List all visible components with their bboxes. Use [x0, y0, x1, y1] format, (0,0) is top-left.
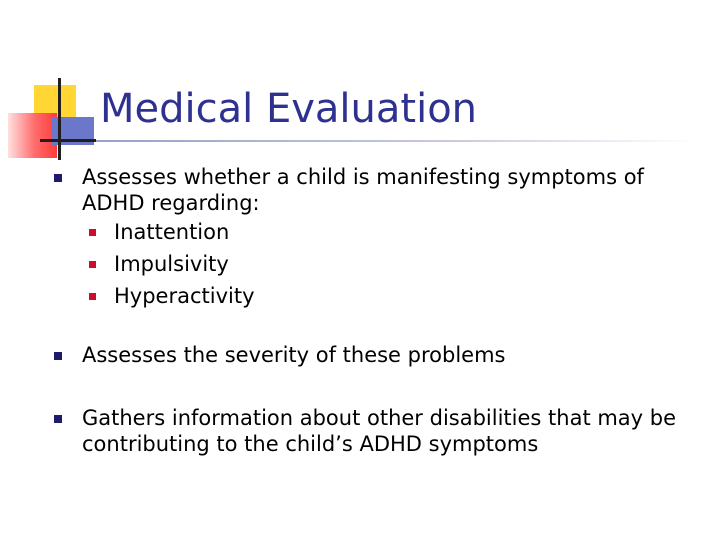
sub-bullet-text: Impulsivity [114, 252, 229, 276]
square-bullet-icon [54, 174, 62, 182]
square-bullet-icon [89, 261, 96, 268]
square-bullet-icon [54, 415, 62, 423]
decorative-logo [0, 0, 110, 170]
pink-square-shape [8, 113, 57, 158]
square-bullet-icon [54, 352, 62, 360]
bullet-item [0, 164, 682, 216]
square-bullet-icon [89, 293, 96, 300]
square-bullet-icon [89, 229, 96, 236]
sub-bullet-text: Inattention [114, 220, 230, 244]
sub-bullet-text: Hyperactivity [114, 284, 255, 308]
bullet-text: Gathers information about other disabilities that may be contributing to the child’s ADHD symptoms [82, 406, 677, 456]
horizontal-line-shape [40, 139, 96, 142]
title-underline [96, 140, 696, 142]
sub-bullet-item [0, 280, 720, 312]
sub-bullet-item [0, 248, 720, 280]
bullet-item [0, 405, 682, 457]
bullet-text: Assesses the severity of these problems [82, 343, 506, 367]
slide-title: Medical Evaluation [100, 86, 478, 132]
bullet-text: Assesses whether a child is manifesting symptoms of ADHD regarding: [82, 165, 644, 215]
vertical-line-shape [58, 78, 61, 160]
slide-content [0, 164, 720, 457]
bullet-item [0, 342, 682, 368]
sub-bullet-item [0, 216, 720, 248]
